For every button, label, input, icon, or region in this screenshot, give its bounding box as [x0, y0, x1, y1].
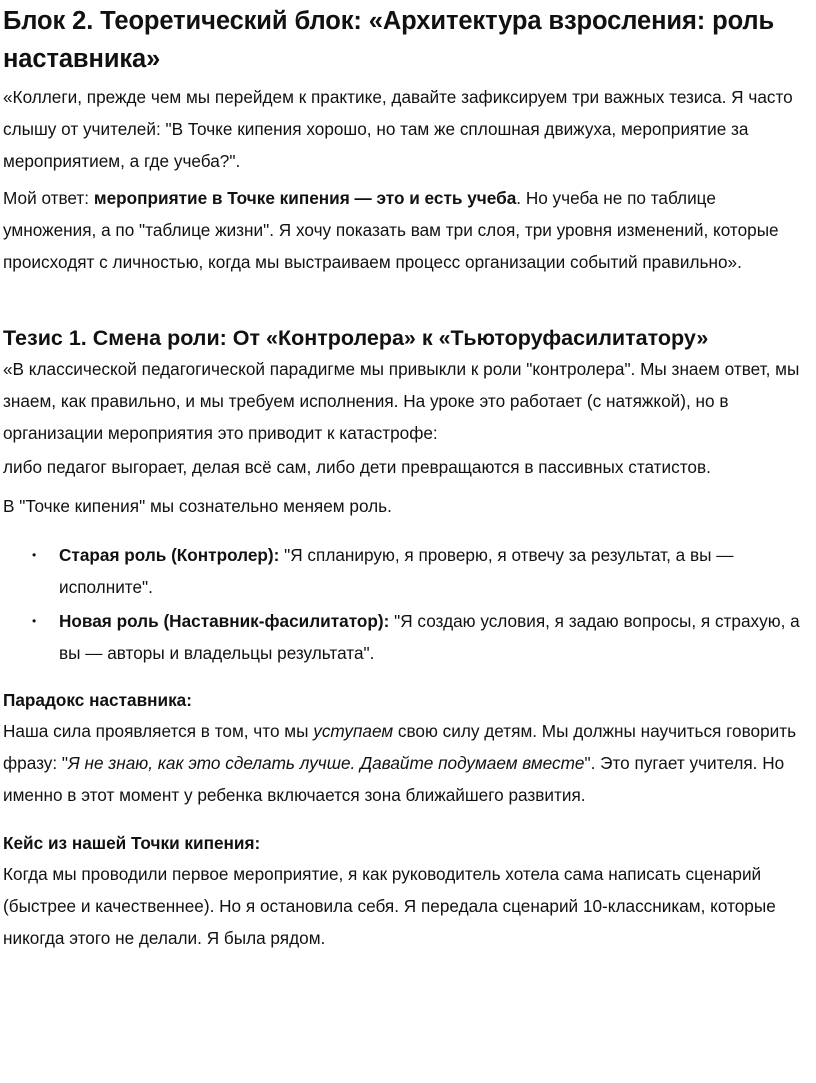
answer-bold: мероприятие в Точке кипения — это и есть учеба: [93, 188, 517, 208]
paradox-part-1: Наша сила проявляется в том, что мы: [3, 721, 314, 741]
bullet-icon: •: [32, 614, 37, 628]
block-title: Блок 2. Теоретический блок: «Архитектура взросления: роль наставника»: [3, 7, 775, 73]
answer-paragraph: [3, 182, 810, 278]
paradox-heading: Парадокс наставника:: [3, 690, 192, 710]
answer-prefix: Мой ответ:: [3, 188, 94, 208]
paradox-italic-1: уступаем: [313, 721, 394, 741]
paradox-part-2: свою силу детям. Мы должны научиться говорить фразу: ": [3, 721, 797, 773]
old-role-label: Старая роль (Контролер):: [59, 545, 280, 565]
new-role-label: Новая роль (Наставник-фасилитатор):: [59, 611, 390, 631]
list-item-new-role: [3, 605, 810, 669]
role-change-paragraph: В "Точке кипения" мы сознательно меняем роль.: [3, 496, 392, 516]
case-heading: Кейс из нашей Точки кипения:: [3, 833, 261, 853]
case-paragraph: Когда мы проводили первое мероприятие, я как руководитель хотела сама написать сценарий (быстрее и качественнее). Но я остановила себя. Я передала сценарий 10-классникам, которые никогда этого не делали. Я была рядом.: [3, 864, 776, 948]
old-role-text: "Я спланирую, я проверю, я отвечу за результат, а вы — исполните".: [59, 545, 734, 597]
new-role-text: "Я создаю условия, я задаю вопросы, я страхую, а вы — авторы и владельцы результата".: [59, 611, 800, 663]
bullet-icon: •: [32, 548, 37, 562]
roles-list: [3, 539, 810, 669]
paradox-paragraph: [3, 715, 810, 811]
thesis-1-paragraph-1: «В классической педагогической парадигме мы привыкли к роли "контролера". Мы знаем ответ, мы знаем, как правильно, и мы требуем исполнения. На уроке это работает (с натяжкой), но в организации мероприятия это приводит к катастрофе:: [3, 359, 800, 443]
thesis-1-paragraph-2: либо педагог выгорает, делая всё сам, либо дети превращаются в пассивных статистов.: [3, 457, 711, 477]
answer-suffix: . Но учеба не по таблице умножения, а по "таблице жизни". Я хочу показать вам три слоя, три уровня изменений, которые происходят с личностью, когда мы выстраиваем процесс организации событий правильно».: [3, 188, 779, 272]
paradox-italic-2: Я не знаю, как это сделать лучше. Давайте подумаем вместе: [68, 753, 585, 773]
paradox-part-3: ". Это пугает учителя. Но именно в этот момент у ребенка включается зона ближайшего развития.: [3, 753, 785, 805]
list-item-old-role: [3, 539, 810, 603]
thesis-1-title: Тезис 1. Смена роли: От «Контролера» к «Тьюторуфасилитатору»: [3, 326, 709, 350]
intro-paragraph: «Коллеги, прежде чем мы перейдем к практике, давайте зафиксируем три важных тезиса. Я часто слышу от учителей: "В Точке кипения хорошо, но там же сплошная движуха, мероприятие за мероприятием, а где учеба?".: [3, 87, 793, 171]
